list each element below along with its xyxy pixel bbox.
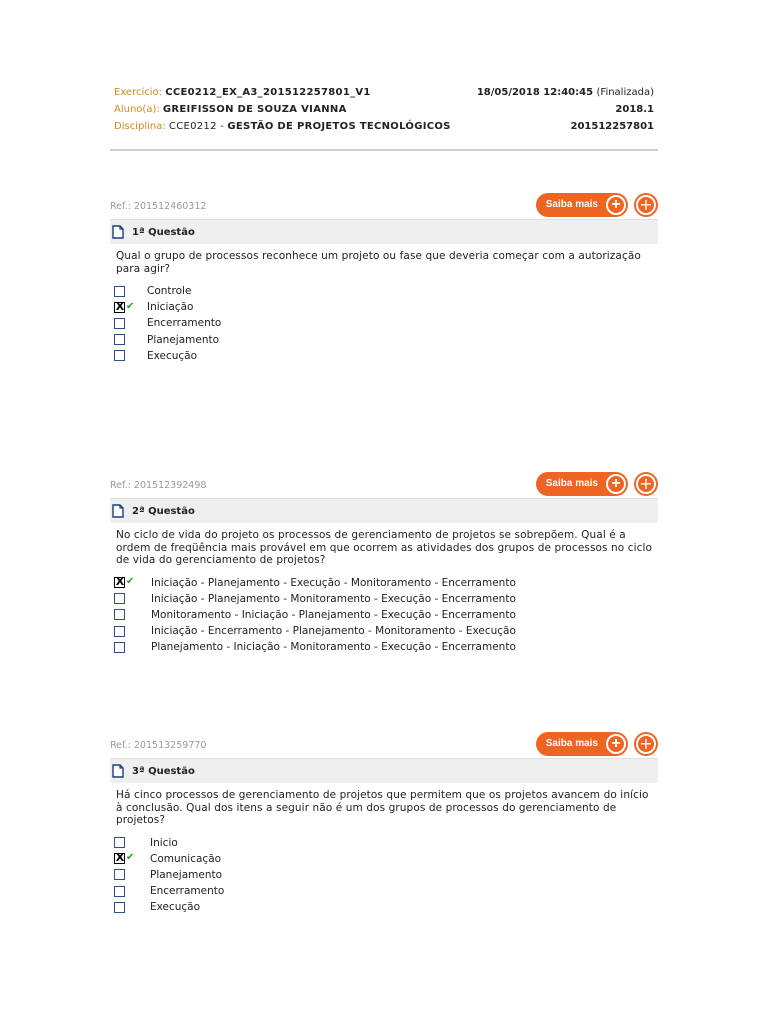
exercise-header bbox=[114, 84, 654, 135]
option-label: Encerramento bbox=[147, 317, 222, 330]
plus-icon: + bbox=[606, 734, 626, 754]
period: 2018.1 bbox=[615, 104, 654, 115]
question-ref-row bbox=[110, 193, 658, 219]
plus-icon: + bbox=[606, 474, 626, 494]
aluno-label: Aluno(a): bbox=[114, 104, 160, 115]
expand-button[interactable] bbox=[634, 193, 658, 217]
option-label: Execução bbox=[150, 901, 201, 914]
disciplina-name: GESTÃO DE PROJETOS TECNOLÓGICOS bbox=[227, 121, 451, 132]
options-list bbox=[114, 835, 658, 916]
plus-icon: + bbox=[636, 195, 656, 215]
matricula: 201512257801 bbox=[570, 121, 654, 132]
option-label: Execução bbox=[147, 349, 198, 362]
option-label: Encerramento bbox=[150, 885, 225, 898]
plus-icon: + bbox=[636, 734, 656, 754]
option-label: Planejamento bbox=[147, 333, 220, 346]
question-text: Qual o grupo de processos reconhece um projeto ou fase que deveria começar com a autorização para agir? bbox=[116, 250, 641, 275]
option-item bbox=[114, 607, 658, 623]
question-ref: Ref.: 201512460312 bbox=[110, 201, 207, 212]
question-ref: Ref.: 201513259770 bbox=[110, 740, 207, 751]
saiba-mais-label: Saiba mais bbox=[545, 478, 598, 489]
expand-button[interactable] bbox=[634, 472, 658, 496]
question-ref-row bbox=[110, 472, 658, 498]
option-checkbox[interactable] bbox=[114, 886, 125, 897]
option-checkbox[interactable] bbox=[114, 869, 125, 880]
option-label: Iniciação - Planejamento - Monitoramento - Execução - Encerramento bbox=[151, 592, 516, 605]
option-checkbox[interactable] bbox=[114, 837, 125, 848]
option-label: Inicio bbox=[150, 836, 178, 849]
option-item bbox=[114, 299, 658, 315]
header-row-disciplina bbox=[114, 118, 654, 135]
question-3 bbox=[110, 732, 658, 915]
option-item bbox=[114, 315, 658, 331]
question-title-bar bbox=[110, 498, 658, 523]
option-item bbox=[114, 575, 658, 591]
aluno-value: GREIFISSON DE SOUZA VIANNA bbox=[162, 104, 347, 115]
question-text: No ciclo de vida do projeto os processos de gerenciamento de projetos se sobrepõem. Qual é a ordem de freqüência mais provável em que ocorrem as atividades dos grupos de processos no ciclo de vida do gerenciamento de projetos? bbox=[116, 529, 653, 566]
exercicio-value: CCE0212_EX_A3_201512257801_V1 bbox=[165, 87, 371, 98]
option-checkbox[interactable] bbox=[114, 626, 125, 637]
option-item bbox=[114, 639, 658, 655]
check-x-icon: X bbox=[115, 299, 125, 313]
disciplina-label: Disciplina: bbox=[114, 121, 166, 132]
options-list bbox=[114, 575, 658, 656]
option-checkbox[interactable] bbox=[114, 286, 125, 297]
option-checkbox-checked[interactable] bbox=[114, 299, 135, 313]
saiba-mais-button[interactable] bbox=[536, 193, 628, 217]
question-title-bar bbox=[110, 758, 658, 783]
question-2 bbox=[110, 472, 658, 655]
exercicio-label: Exercício: bbox=[114, 87, 163, 98]
document-icon bbox=[112, 225, 124, 239]
option-checkbox-checked[interactable] bbox=[114, 575, 135, 589]
option-item bbox=[114, 623, 658, 639]
question-title: 2ª Questão bbox=[132, 505, 195, 517]
question-ref: Ref.: 201512392498 bbox=[110, 480, 207, 491]
option-label: Iniciação - Planejamento - Execução - Monitoramento - Encerramento bbox=[151, 576, 516, 589]
expand-button[interactable] bbox=[634, 732, 658, 756]
option-checkbox[interactable] bbox=[114, 593, 125, 604]
exercise-status: (Finalizada) bbox=[596, 87, 654, 98]
option-label: Comunicação bbox=[150, 852, 222, 865]
question-title: 1ª Questão bbox=[132, 226, 195, 238]
option-label: Planejamento bbox=[150, 868, 223, 881]
option-item bbox=[114, 883, 658, 899]
exercise-datetime: 18/05/2018 12:40:45 bbox=[476, 87, 594, 98]
header-divider bbox=[110, 149, 658, 151]
plus-icon: + bbox=[606, 195, 626, 215]
option-checkbox[interactable] bbox=[114, 642, 125, 653]
option-item bbox=[114, 332, 658, 348]
option-checkbox[interactable] bbox=[114, 334, 125, 345]
option-item bbox=[114, 283, 658, 299]
disciplina-code: CCE0212 - bbox=[168, 121, 225, 132]
option-item bbox=[114, 348, 658, 364]
option-checkbox[interactable] bbox=[114, 902, 125, 913]
option-item bbox=[114, 591, 658, 607]
saiba-mais-label: Saiba mais bbox=[545, 199, 598, 210]
question-title: 3ª Questão bbox=[132, 765, 195, 777]
plus-icon: + bbox=[636, 474, 656, 494]
saiba-mais-button[interactable] bbox=[536, 732, 628, 756]
correct-check-icon: ✔ bbox=[126, 576, 135, 588]
correct-check-icon: ✔ bbox=[126, 300, 135, 312]
option-item bbox=[114, 899, 658, 915]
question-title-bar bbox=[110, 219, 658, 244]
option-item bbox=[114, 835, 658, 851]
check-x-icon: X bbox=[115, 575, 125, 589]
document-icon bbox=[112, 504, 124, 518]
header-row-exercicio bbox=[114, 84, 654, 101]
header-row-aluno bbox=[114, 101, 654, 118]
check-x-icon: X bbox=[115, 851, 125, 865]
option-checkbox-checked[interactable] bbox=[114, 851, 135, 865]
question-ref-row bbox=[110, 732, 658, 758]
option-checkbox[interactable] bbox=[114, 318, 125, 329]
saiba-mais-button[interactable] bbox=[536, 472, 628, 496]
question-text: Há cinco processos de gerenciamento de projetos que permitem que os projetos avancem do início à conclusão. Qual dos itens a seguir não é um dos grupos de processos do gerenciamento de projetos? bbox=[116, 789, 649, 826]
document-icon bbox=[112, 764, 124, 778]
options-list bbox=[114, 283, 658, 364]
option-checkbox[interactable] bbox=[114, 350, 125, 361]
option-label: Iniciação bbox=[147, 301, 194, 314]
option-label: Planejamento - Iniciação - Monitoramento - Execução - Encerramento bbox=[151, 641, 516, 654]
saiba-mais-label: Saiba mais bbox=[545, 738, 598, 749]
option-item bbox=[114, 851, 658, 867]
option-label: Iniciação - Encerramento - Planejamento - Monitoramento - Execução bbox=[151, 625, 516, 638]
option-label: Controle bbox=[147, 285, 192, 298]
option-item bbox=[114, 867, 658, 883]
correct-check-icon: ✔ bbox=[126, 852, 135, 864]
option-checkbox[interactable] bbox=[114, 609, 125, 620]
question-1 bbox=[110, 193, 658, 364]
option-label: Monitoramento - Iniciação - Planejamento - Execução - Encerramento bbox=[151, 608, 516, 621]
